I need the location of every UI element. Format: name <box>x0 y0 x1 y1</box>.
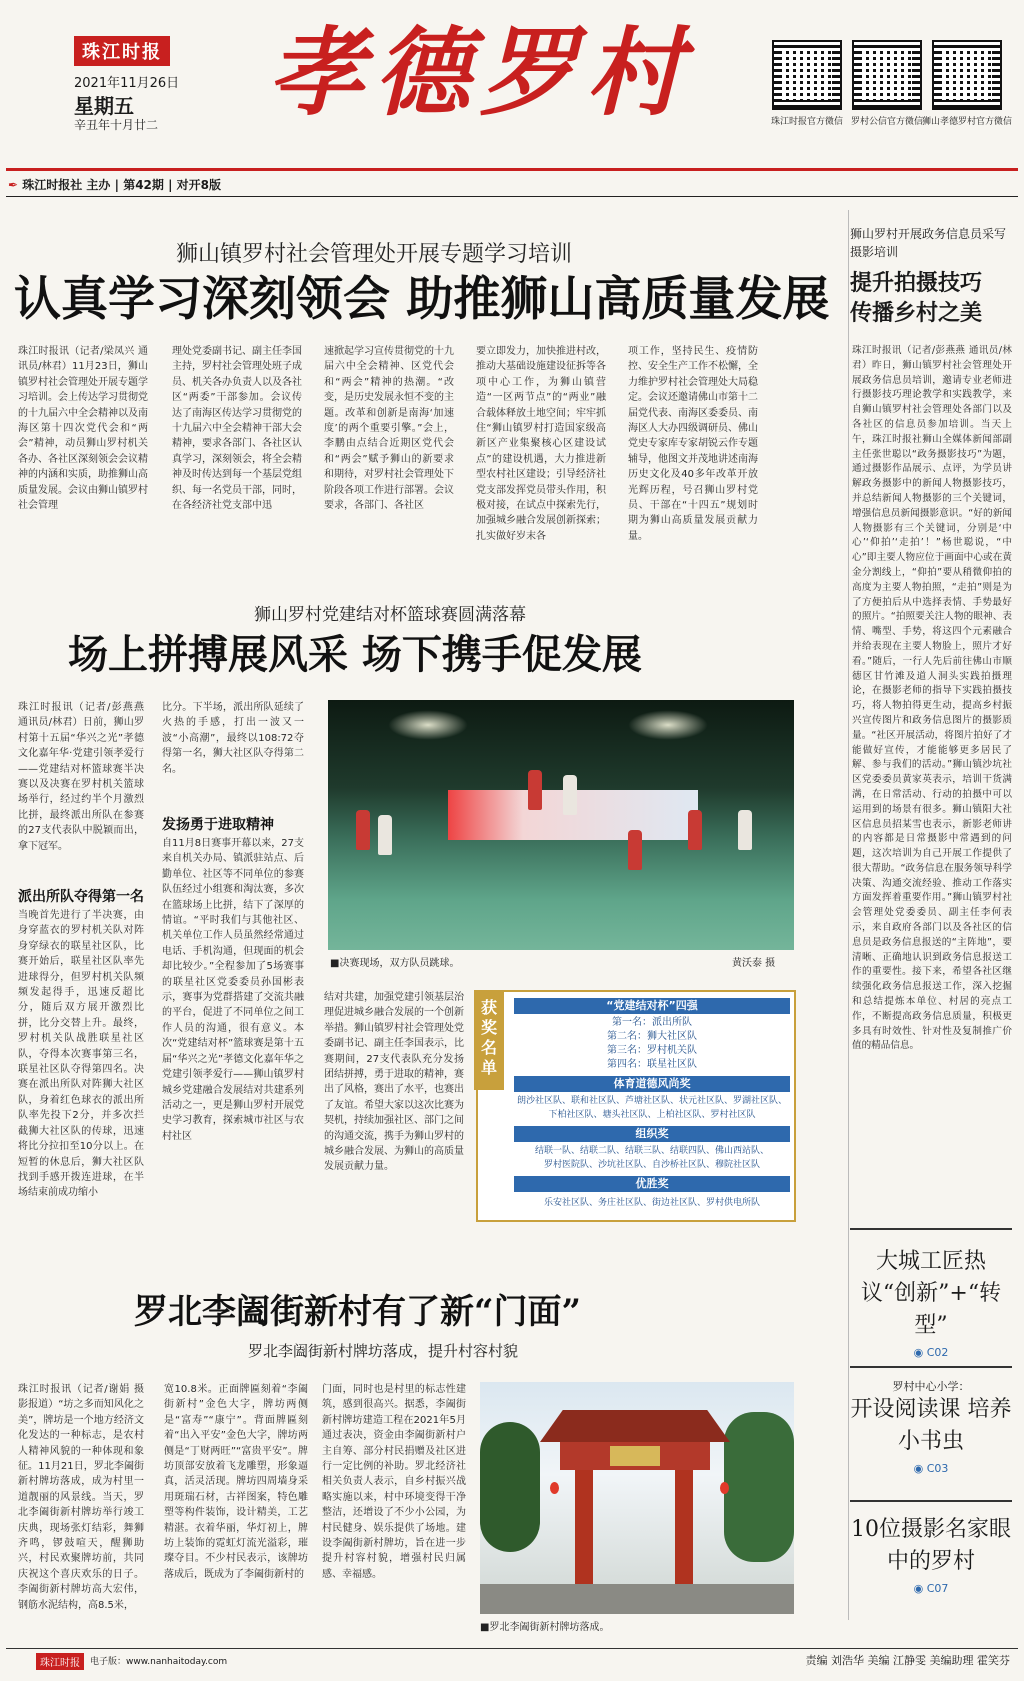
award-tag: 获奖名单 <box>474 990 504 1090</box>
award-line: 下柏社区队、塘头社区队、上柏社区队、罗村社区队 <box>548 1110 756 1120</box>
lunar-date: 辛丑年十月廿二 <box>74 118 159 132</box>
lantern <box>550 1482 559 1494</box>
court-light <box>628 710 708 740</box>
teaser-page: C07 <box>926 1582 949 1595</box>
issue-weekday: 星期五 <box>74 94 134 118</box>
tree <box>724 1412 794 1562</box>
article1-headline[interactable]: 认真学习深刻领会 助推狮山高质量发展 <box>14 272 830 327</box>
article1-column: 项工作，坚持民生、疫情防控、安全生产工作不松懈，全力维护罗村社会管理处大局稳定。会议还邀请佛山市第十二届党代表、南海区委委员、南海区人大办四级调研员、佛山党史专家库专家胡锐云作专题辅导，他图文并茂地讲述南海历史文化及40多年改革开放光辉历程，号召狮山罗村党员、干部在“十四五”规划时期为狮山高质量发展贡献力量。 <box>628 346 758 542</box>
paper-logo: 珠江时报 <box>74 36 170 66</box>
teaser-title: 大城工匠热议“创新”+“转型” <box>860 1249 1002 1338</box>
quill-icon: ✒ <box>8 178 19 192</box>
page-count: 对开8版 <box>176 178 221 192</box>
footer-divider <box>6 1648 1018 1649</box>
article2-kicker: 狮山罗村党建结对杯篮球赛圆满落幕 <box>254 605 526 625</box>
photo-caption: ■罗北李阖街新村牌坊落成。 <box>480 1622 610 1633</box>
archway-pillar <box>575 1470 593 1595</box>
teaser-kicker: 罗村中心小学： <box>892 1380 970 1393</box>
article2-column: 自11月8日赛事开幕以来，27支来自机关办局、镇派驻站点、后勤单位、社区等不同单位的参赛队伍经过小组赛和淘汰赛，多次在篮球场上比拼，结下了深厚的情谊。“平时我们与其他社区、机关单位工作人员虽然经常通过电话、手机沟通，但现面的机会却比较少。”全程参加了5场赛事的联星社区党委委员孙国彬表示，赛事为党群搭建了交流共融的平台，促进了不同单位之间工作人员的沟通，很有意义。本次“党建结对杯”篮球赛是第十五届“华兴之光”孝德文化嘉年华之党建引领孝爱行——狮山镇罗村城乡党建融合发展结对共建系列活动之一，更是狮山罗村开展党史学习教育，探索城市社区与农村社区 <box>162 838 304 1142</box>
article2-column: 比分。下半场，派出所队延续了火热的手感，打出一波又一波“小高潮”，最终以108:72夺得第一名，狮大社区队夺得第二名。 <box>162 702 304 775</box>
article2-lead: 珠江时报讯（记者/彭燕燕 通讯员/林君）日前，狮山罗村第十五届“华兴之光”孝德文化嘉年华·党建引领孝爱行——党建结对杯篮球赛半决赛以及决赛在罗村机关篮球场举行，经过约半个月激烈比拼，最终派出所队在参赛的27支代表队中脱颖而出，拿下冠军。 <box>18 702 144 852</box>
teaser-title: 10位摄影名家眼中的罗村 <box>851 1517 1011 1574</box>
teaser-page-link[interactable]: ◉ C07 <box>913 1582 949 1595</box>
article2-subhead: 发扬勇于进取精神 <box>162 817 274 833</box>
teaser[interactable] <box>850 1246 1012 1359</box>
award-line: 第四名：联星社区队 <box>607 1059 697 1070</box>
award-section-head: 组织奖 <box>514 1126 790 1142</box>
article2-subhead: 派出所队夺得第一名 <box>18 889 144 905</box>
archway-roof <box>540 1402 730 1442</box>
qr-caption: 狮山孝德罗村官方微信 <box>922 117 1013 127</box>
article3-column: 珠江时报讯（记者/谢娟 摄影报道）“坊之多而知风化之美”，牌坊是一个地方经济文化发达的一种标志，是农村人精神风貌的一种体现和象征。11月21日，罗北李阖街新村牌坊落成，成为村里一道靓丽的风景线。当天，罗北李阖街新村牌坊举行竣工庆典，现场张灯结彩，舞狮齐鸣，锣鼓喧天，醒狮助兴，村民欢聚牌坊前，共同庆祝这个喜庆欢乐的日子。李阖街新村牌坊高大宏伟，钢筋水泥结构，高8.5米， <box>18 1384 144 1611</box>
article2-column: 当晚首先进行了半决赛，由身穿蓝衣的罗村机关队对阵身穿绿衣的联星社区队，比赛开始后，联星社区队率先进球得分，但罗村机关队频频发起得手，迅速反超比分，随后双方展开激烈比拼，比分交替上升。最终，罗村机关队战胜联星社区队，夺得本次赛事第三名，联星社区队夺得第四名。决赛在派出所队对阵狮大社区队，身着红色球衣的派出所队率先投下2分，并多次拦截狮大社区队的传球，迅速将比分拉扣至10分以上。在短暂的休息后，狮大社区队找到手感开拨连进球，在半场结束前成功缩小 <box>18 910 144 1199</box>
award-section-head: “党建结对杯”四强 <box>514 998 790 1014</box>
sidebar-body: 珠江时报讯（记者/彭燕燕 通讯员/林君）昨日，狮山镇罗村社会管理处开展政务信息员培训，邀请专业老师进行摄影技巧理论教学和实践教学，来自狮山镇罗村社会管理处各部门以及各社区的信息员参加培训。当天上午，珠江时报社狮山全媒体新闻部副主任张世聪以“政务摄影技巧”为题，通过摄影作品展示、点评，为学员讲解政务摄影中的新闻人物摄影技巧，并总结新闻人物摄影的三个关键词，增强信息员新闻摄影意识。“好的新闻人物摄影有三个关键词，分别是‘中心’‘仰拍’‘走拍’！”杨世聪说，“中心”即主要人物应位于画面中心或在黄金分割线上，“仰拍”要从稍微仰拍的高度为主要人物拍照，“走拍”则是为了方便拍后从中选择表情、手势最好的照片。“拍照要关注人物的眼神、表情、嘴型、手势，将这四个元素融合并给表现在主要人物脸上，照片才好看。”随后，一行人先后前往佛山市顺德区甘竹滩及道人洞头实践拍摄理论，在摄影老师的指导下实践拍摄技巧，将人物拍得更生动，提高乡村振兴宣传图片和政务信息图片的摄影质量。“社区开展活动，将图片拍好了才能做好宣传，才能能够更多居民了解、参与我们的活动。”狮山镇沙坑社区党委委员黄家英表示，培训干货满满，在日常活动、行动的拍摄中可以运用到的场景有很多。狮山镇阳大社区信息员招某雪也表示，新影老师讲的内容都是日常摄影中常遇到的问题，这次培训为自己开展工作提供了很大帮助。“政务信息在服务领导科学决策、沟通交流经验、推动工作落实方面发挥着重要作用。”狮山镇罗村社会管理处党委委员、副主任李何表示，来自政府各部门以及各社区的信息员是政务信息报送的“主阵地”，要清晰、正确地认识到政务信息报送工作的重要性。接下来，希望各社区继续强化政务信息报送工作，深入挖掘和总结提炼本单位、村居的亮点工作，不断提高政务信息质量，积极更多具有时效性、针对性及复制推广价值的精品信息。 <box>852 345 1012 1052</box>
teaser-divider <box>850 1366 1012 1368</box>
edition-title: 孝德罗村 <box>268 16 692 129</box>
player <box>528 770 542 810</box>
award-line: 朗沙社区队、联和社区队、芦塘社区队、状元社区队、罗湖社区队、 <box>516 1096 787 1106</box>
teaser-divider <box>850 1500 1012 1502</box>
player <box>688 810 702 850</box>
basketball-photo[interactable] <box>328 700 794 950</box>
archway-plaque <box>610 1446 660 1466</box>
article3-headline[interactable]: 罗北李阖街新村有了新“门面” <box>134 1292 582 1332</box>
qr-code-icon[interactable] <box>852 40 922 110</box>
award-section-head: 优胜奖 <box>514 1176 790 1192</box>
qr-code-icon[interactable] <box>932 40 1002 110</box>
tree <box>480 1422 540 1552</box>
article2-column: 结对共建，加强党建引领基层治理促进城乡融合发展的一个创新举措。狮山镇罗村社会管理处党委副书记、副主任李国表示，比赛期间，27支代表队充分发扬团结拼搏，勇于进取的精神，赛出了风格，赛出了水平，也赛出了友谊。希望大家以这次比赛为契机，持续加强社区、部门之间的沟通交流，携手为狮山罗村的城乡融合发展、为狮山的高质量发展贡献力量。 <box>324 992 464 1173</box>
ground <box>480 1584 794 1614</box>
issue-date: 2021年11月26日 <box>74 76 180 91</box>
footer-credits: 责编 刘浩华 美编 江静雯 美编助理 霍笑芬 <box>805 1654 1010 1667</box>
court-light <box>388 710 468 740</box>
award-line: 乐安社区队、务庄社区队、街边社区队、罗村供电所队 <box>543 1198 760 1208</box>
article3-column: 宽10.8米。正面牌匾刻着“李阖街新村”金色大字，牌坊两侧是“富寿”“康宁”。背面牌匾刻着“出入平安”金色大字，牌坊两侧是“丁财两旺”“富贵平安”。牌坊顶部安放着飞龙雕塑，形象逼真，活灵活现。牌坊四周墙身采用斑瑞石材，古祥图案，特色雕塑等构件装饰，设计精美，工艺精湛。衣着华丽，华灯初上，牌坊上装饰的霓虹灯流光溢彩，璀璨夺目。不少村民表示，该牌坊落成后，既成为了李阖街新村的 <box>164 1384 308 1580</box>
teaser-divider <box>850 1228 1012 1230</box>
article1-column: 理处党委副书记、副主任李国主持，罗村社会管理处班子成员、机关各办负责人以及各社区“两委”干部参加。会议传达了南海区传达学习贯彻党的十九届六中全会精神干部大会精神，要求各部门、各社区认真学习，深刻领会，将全会精神及时传达到每一个基层党组织、每一名党员干部，同时，在各经济社党支部中迅 <box>172 346 302 512</box>
sponsor-label: 珠江时报社 主办 <box>22 178 111 192</box>
teaser[interactable] <box>850 1514 1012 1595</box>
teaser-page-link[interactable]: ◉ C02 <box>913 1346 949 1359</box>
teaser-page: C03 <box>926 1462 949 1475</box>
archway-pillar <box>675 1470 693 1595</box>
footer-website[interactable]: 电子版：www.nanhaitoday.com <box>90 1657 228 1667</box>
article2-headline[interactable]: 场上拼搏展风采 场下携手促发展 <box>68 631 642 678</box>
issue-number: 第42期 <box>123 178 164 192</box>
issue-info-bar: ✒ 珠江时报社 主办 | 第42期 | 对开8版 <box>8 178 221 192</box>
qr-caption: 罗村公信官方微信 <box>850 117 923 127</box>
masthead-divider <box>6 168 1018 171</box>
article3-subtitle: 罗北李阖街新村牌坊落成，提升村容村貌 <box>248 1342 519 1360</box>
footer-logo: 珠江时报 <box>36 1653 84 1670</box>
award-section-head: 体育道德风尚奖 <box>514 1076 790 1092</box>
qr-caption: 珠江时报官方微信 <box>770 117 843 127</box>
award-line: 第三名：罗村机关队 <box>607 1045 697 1056</box>
player <box>738 810 752 850</box>
sidebar-divider <box>848 210 849 1620</box>
photo-credit: 黄沃泰 摄 <box>732 958 776 969</box>
award-line: 结联一队、结联二队、结联三队、结联四队、佛山西站队、 <box>534 1146 769 1156</box>
article3-column: 门面，同时也是村里的标志性建筑，感到很高兴。据悉，李阖街新村牌坊建造工程在2021年5月通过表决，资金由李阖街新村户主自筹、部分村民捐赠及社区进行一定比例的补助。罗北经济社相关负责人表示，自乡村振兴战略实施以来，村中环境变得干净整洁，还增设了不少小公园，为村民健身、娱乐提供了场地。建设李阖街新村牌坊，旨在进一步提升村容村貌，增强村民归属感、幸福感。 <box>322 1384 466 1580</box>
masthead <box>0 0 1024 170</box>
lantern <box>720 1482 729 1494</box>
award-list-box <box>476 990 796 1222</box>
article1-column: 要立即发力，加快推进村改，推动大基础设施建设征拆等各项中心工作，为狮山镇营造“一区两节点”的“两业”融合载体释放土地空间；牢牢抓住“狮山镇罗村打造国家级高新区产业集聚核心区建设试点”的建设机遇，大力推进新型农村社区建设；引导经济社党支部发挥党员带头作用，积极对接，在试点中探索先行，加强城乡融合发展创新探索；扎实做好岁末各 <box>476 346 606 542</box>
player <box>563 775 577 815</box>
article1-column: 珠江时报讯（记者/梁凤兴 通讯员/林君）11月23日，狮山镇罗村社会管理处开展专题学习培训。会上传达学习贯彻党的十九届六中全会精神以及南海区第十四次党代会和“两会”精神，动员狮山罗村机关各办、各社区深刻领会会议精神的内涵和实质，助推狮山高质量发展。会议由狮山镇罗村社会管理 <box>18 346 148 512</box>
player <box>378 815 392 855</box>
award-line: 罗村医院队、沙坑社区队、自沙桥社区队、穆院社区队 <box>543 1160 760 1170</box>
article1-kicker: 狮山镇罗村社会管理处开展专题学习培训 <box>176 242 573 267</box>
player <box>628 830 642 870</box>
sidebar-kicker: 狮山罗村开展政务信息员采写摄影培训 <box>850 227 1007 259</box>
award-line: 第一名：派出所队 <box>612 1017 692 1028</box>
article1-column: 速掀起学习宣传贯彻党的十九届六中全会精神、区党代会和“两会”精神的热潮。“改变，是历史发展永恒不变的主题。改革和创新是南海‘加速度’的两个重要引擎。”会上，李鹏由点结合近期区党代会和“两会”赋予狮山的新要求和期待，对罗村社会管理处下阶段各项工作进行部署。会议要求，各部门、各社区 <box>324 346 454 512</box>
archway-photo[interactable] <box>480 1382 794 1614</box>
teaser-page: C02 <box>926 1346 949 1359</box>
teaser-title: 开设阅读课 培养小书虫 <box>850 1397 1012 1454</box>
qr-code-icon[interactable] <box>772 40 842 110</box>
teaser[interactable] <box>850 1378 1012 1475</box>
award-line: 第二名：狮大社区队 <box>607 1031 697 1042</box>
sidebar-headline[interactable]: 提升拍摄技巧 传播乡村之美 <box>850 270 983 326</box>
player <box>356 810 370 850</box>
info-divider <box>6 196 1018 197</box>
teaser-page-link[interactable]: ◉ C03 <box>913 1462 949 1475</box>
photo-caption: ■决赛现场，双方队员跳球。 <box>330 958 460 969</box>
